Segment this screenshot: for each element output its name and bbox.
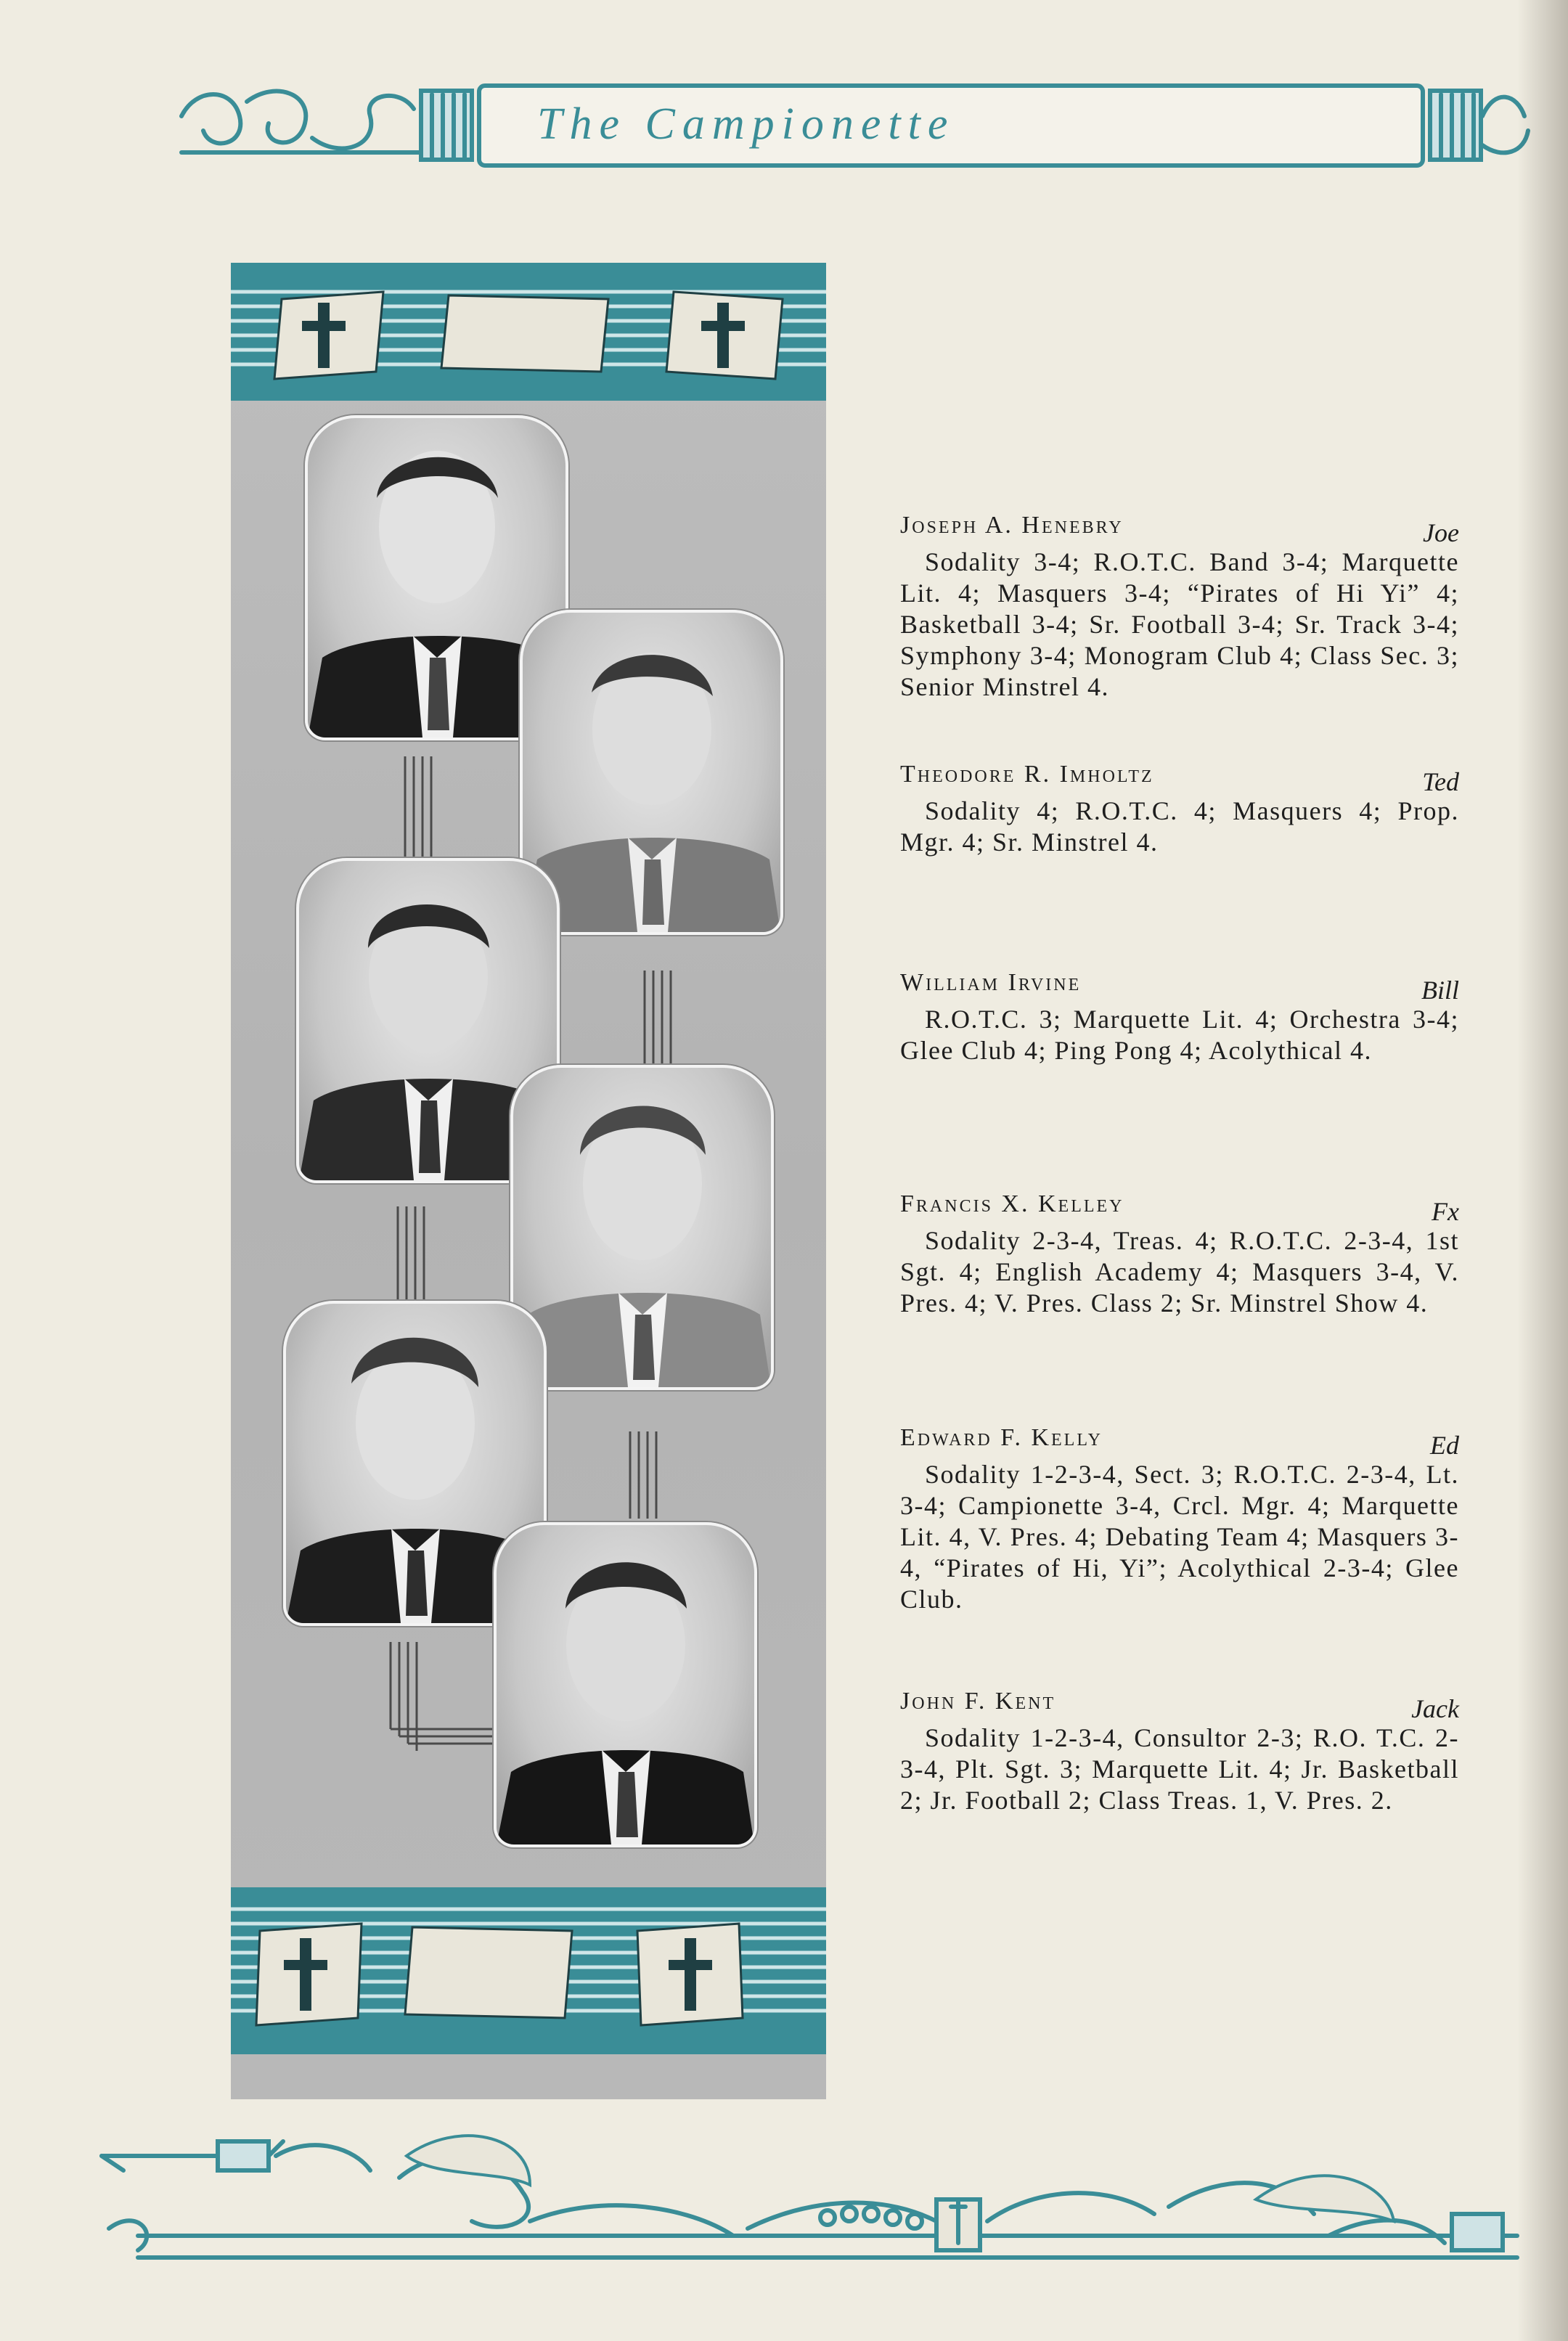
page-edge-shadow: [1517, 0, 1568, 2341]
student-nickname: Bill: [1421, 976, 1459, 1005]
page-header: [167, 73, 1532, 181]
student-name: John F. Kent: [900, 1688, 1056, 1715]
student-activities: Sodality 1-2-3-4, Consultor 2-3; R.O. T.C. 2-3-4, Plt. Sgt. 3; Marquette Lit. 4; Jr. Basketball 2; Jr. Football 2; Class Treas. 1, V. Pres. 2.: [900, 1723, 1459, 1815]
connector-lines-icon: [391, 1206, 434, 1301]
student-entry: [900, 761, 1459, 858]
student-nickname: Ed: [1430, 1431, 1459, 1460]
portrait-imholtz-photo: [523, 613, 780, 932]
student-name: Theodore R. Imholtz: [900, 761, 1154, 788]
student-activities: Sodality 3-4; R.O.T.C. Band 3-4; Marquette Lit. 4; Masquers 3-4; “Pirates of Hi Yi” 4; Basketball 3-4; Sr. Football 3-4; Sr. Track 3-4; Symphony 3-4; Monogram Club 4; Class Sec. 3; Senior Minstrel 4.: [900, 547, 1459, 701]
student-nickname: Ted: [1422, 767, 1459, 796]
student-entry: [900, 1688, 1459, 1816]
footer-ornament-icon: [94, 2112, 1532, 2301]
student-nickname: Fx: [1432, 1197, 1459, 1226]
student-entry: [900, 1190, 1459, 1319]
portrait-photo: [520, 610, 783, 935]
connector-lines-icon: [637, 971, 681, 1072]
student-name: William Irvine: [900, 969, 1082, 996]
student-activities: R.O.T.C. 3; Marquette Lit. 4; Orchestra 3-4; Glee Club 4; Ping Pong 4; Acolythical 4.: [900, 1005, 1459, 1065]
student-entry: [900, 512, 1459, 703]
portrait-strip: [231, 263, 826, 2099]
connector-lines-icon: [398, 756, 441, 858]
student-name: Francis X. Kelley: [900, 1190, 1124, 1217]
portrait-kent-photo: [497, 1525, 754, 1844]
connector-lines-icon: [383, 1642, 492, 1758]
student-nickname: Jack: [1411, 1694, 1459, 1723]
publication-title: The Campionette: [537, 99, 955, 149]
student-nickname: Joe: [1423, 518, 1459, 547]
student-activities: Sodality 2-3-4, Treas. 4; R.O.T.C. 2-3-4, 1st Sgt. 4; English Academy 4; Masquers 3-4, V. Pres. 4; V. Pres. Class 2; Sr. Minstrel Show 4.: [900, 1226, 1459, 1317]
student-activities: Sodality 4; R.O.T.C. 4; Masquers 4; Prop. Mgr. 4; Sr. Minstrel 4.: [900, 796, 1459, 857]
student-activities: Sodality 1-2-3-4, Sect. 3; R.O.T.C. 2-3-4, Lt. 3-4; Campionette 3-4, Crcl. Mgr. 4; Marquette Lit. 4, V. Pres. 4; Debating Team 4; Masquers 3-4, “Pirates of Hi, Yi”; Acolythical 2-3-4; Glee Club.: [900, 1460, 1459, 1614]
student-entry: [900, 969, 1459, 1066]
portrait-photo: [510, 1065, 774, 1390]
portrait-kelley-photo: [513, 1068, 771, 1387]
student-name: Edward F. Kelly: [900, 1424, 1103, 1451]
bottom-cross-banner-icon: [231, 1887, 826, 2054]
student-name: Joseph A. Henebry: [900, 512, 1124, 539]
portrait-photo: [494, 1522, 757, 1847]
connector-lines-icon: [623, 1431, 666, 1519]
student-entry: [900, 1424, 1459, 1615]
top-cross-banner-icon: [231, 263, 826, 401]
